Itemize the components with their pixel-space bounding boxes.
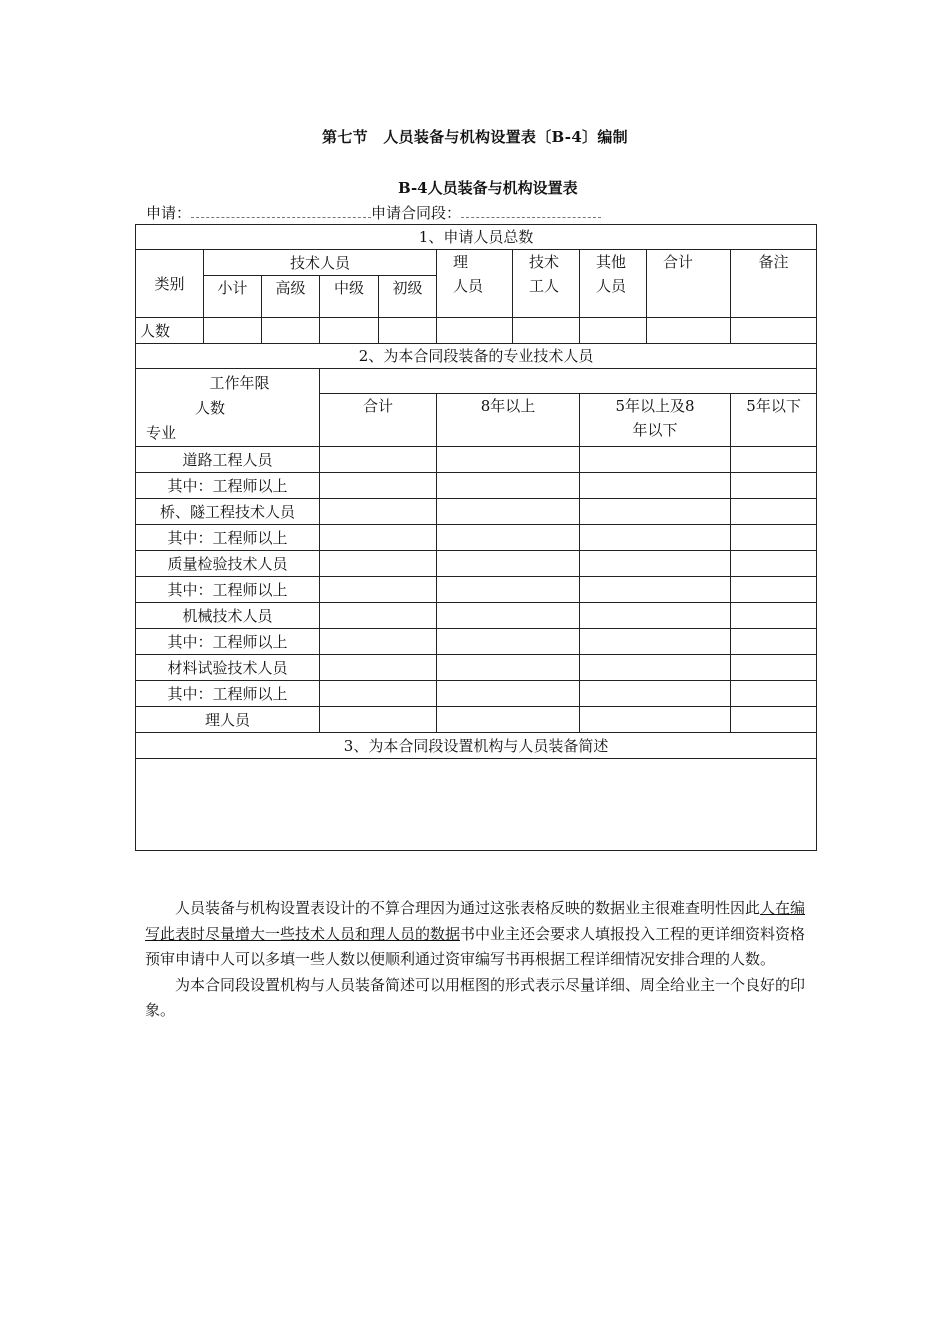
table-row <box>136 499 817 525</box>
row-label: 材料试验技术人员 <box>136 655 320 681</box>
data-cell[interactable] <box>437 603 580 629</box>
count-cell[interactable] <box>647 318 731 344</box>
count-cell[interactable] <box>262 318 320 344</box>
corner-header <box>136 369 320 447</box>
data-cell[interactable] <box>580 655 731 681</box>
table-row <box>136 707 817 733</box>
data-cell[interactable] <box>437 473 580 499</box>
col-total-header: 合计 <box>320 393 437 446</box>
corner-major: 专业 <box>146 424 177 442</box>
years-header-blank <box>320 369 817 394</box>
data-cell[interactable] <box>580 473 731 499</box>
data-cell[interactable] <box>580 499 731 525</box>
data-cell[interactable] <box>731 707 817 733</box>
col-5to8-line2: 年以下 <box>632 420 678 439</box>
other-staff-line1: 其他 <box>596 253 627 271</box>
data-cell[interactable] <box>320 525 437 551</box>
count-cell[interactable] <box>379 318 437 344</box>
table-row <box>136 603 817 629</box>
row-label: 质量检验技术人员 <box>136 551 320 577</box>
apply-contract-label: 申请合同段： <box>371 204 462 222</box>
mgmt-staff-line2: 人员 <box>453 277 484 295</box>
count-label: 人数 <box>136 318 204 344</box>
data-cell[interactable] <box>731 525 817 551</box>
section1-title: 1、申请人员总数 <box>136 225 817 250</box>
count-cell[interactable] <box>320 318 379 344</box>
tech-junior-header: 初级 <box>379 276 437 318</box>
apply-label: 申请： <box>146 204 192 222</box>
tech-subtotal-header: 小计 <box>204 276 262 318</box>
apply-field <box>191 205 371 218</box>
data-cell[interactable] <box>731 551 817 577</box>
data-cell[interactable] <box>731 681 817 707</box>
data-cell[interactable] <box>320 551 437 577</box>
data-cell[interactable] <box>437 525 580 551</box>
table-row <box>136 551 817 577</box>
col-5minus-header: 5年以下 <box>731 393 817 446</box>
tech-staff-header: 技术人员 <box>204 250 437 276</box>
row-label: 道路工程人员 <box>136 447 320 473</box>
col-5to8-line1: 5年以上及8 <box>615 396 695 415</box>
section3-title: 3、为本合同段设置机构与人员装备简述 <box>136 733 817 759</box>
data-cell[interactable] <box>320 655 437 681</box>
paragraph-1 <box>145 896 809 973</box>
category-header: 类别 <box>136 250 204 318</box>
data-cell[interactable] <box>320 577 437 603</box>
data-cell[interactable] <box>437 681 580 707</box>
data-cell[interactable] <box>437 655 580 681</box>
data-cell[interactable] <box>731 577 817 603</box>
count-cell[interactable] <box>437 318 513 344</box>
other-staff-header <box>580 250 647 318</box>
count-cell[interactable] <box>204 318 262 344</box>
count-cell[interactable] <box>580 318 647 344</box>
data-cell[interactable] <box>320 447 437 473</box>
tech-worker-line1: 技术 <box>529 253 560 271</box>
count-cell[interactable] <box>731 318 817 344</box>
table-row <box>136 577 817 603</box>
table-row <box>136 473 817 499</box>
explanation-text <box>145 896 809 1024</box>
tech-senior-header: 高级 <box>262 276 320 318</box>
data-cell[interactable] <box>320 707 437 733</box>
data-cell[interactable] <box>731 603 817 629</box>
corner-people: 人数 <box>195 399 226 417</box>
paragraph-1-part-a: 人员装备与机构设置表设计的不算合理因为通过这张表格反映的数据业主很难查明性因此 <box>175 899 761 917</box>
row-label: 其中：工程师以上 <box>136 577 320 603</box>
data-cell[interactable] <box>580 577 731 603</box>
row-label: 其中：工程师以上 <box>136 525 320 551</box>
other-staff-line2: 人员 <box>596 277 627 295</box>
apply-contract-field <box>461 205 601 218</box>
data-cell[interactable] <box>320 603 437 629</box>
data-cell[interactable] <box>731 629 817 655</box>
data-cell[interactable] <box>731 499 817 525</box>
data-cell[interactable] <box>437 499 580 525</box>
data-cell[interactable] <box>580 551 731 577</box>
data-cell[interactable] <box>437 551 580 577</box>
personnel-table <box>135 224 817 851</box>
data-cell[interactable] <box>320 629 437 655</box>
data-cell[interactable] <box>320 473 437 499</box>
table-row <box>136 525 817 551</box>
data-cell[interactable] <box>580 707 731 733</box>
row-label: 其中：工程师以上 <box>136 629 320 655</box>
data-cell[interactable] <box>437 577 580 603</box>
data-cell[interactable] <box>580 681 731 707</box>
col-8plus-header: 8年以上 <box>437 393 580 446</box>
count-cell[interactable] <box>513 318 580 344</box>
remark-header: 备注 <box>731 250 817 318</box>
data-cell[interactable] <box>437 629 580 655</box>
data-cell[interactable] <box>731 447 817 473</box>
row-label: 机械技术人员 <box>136 603 320 629</box>
paragraph-1-underlined: 人在编写此表时尽量增大一些技术人员和理人员的数据 <box>145 899 806 943</box>
paragraph-2: 为本合同段设置机构与人员装备简述可以用框图的形式表示尽量详细、周全给业主一个良好的印象。 <box>145 975 806 1019</box>
mgmt-staff-header <box>437 250 513 318</box>
form-title: B-4人员装备与机构设置表 <box>398 179 578 197</box>
mgmt-staff-line1: 理 <box>453 253 469 271</box>
tech-worker-header <box>513 250 580 318</box>
tech-middle-header: 中级 <box>320 276 379 318</box>
table-row <box>136 629 817 655</box>
data-cell[interactable] <box>580 629 731 655</box>
table-row <box>136 655 817 681</box>
data-cell[interactable] <box>437 707 580 733</box>
paragraph-1-part-b: 书中业主还会要求人填报投入工程的更详细资料资格预审申请中人可以多填一些人数以便顺利通过资审编写书再根据工程详细情况安排合理的人数。 <box>145 924 806 968</box>
data-cell[interactable] <box>731 655 817 681</box>
table-row <box>136 681 817 707</box>
data-cell[interactable] <box>580 447 731 473</box>
data-cell[interactable] <box>437 447 580 473</box>
section3-description-box[interactable] <box>136 759 817 851</box>
section-heading: 第七节 人员装备与机构设置表〔B-4〕编制 <box>322 128 628 146</box>
data-cell[interactable] <box>320 499 437 525</box>
tech-worker-line2: 工人 <box>529 277 560 295</box>
data-cell[interactable] <box>580 525 731 551</box>
col-5to8-header <box>580 393 731 446</box>
data-cell[interactable] <box>731 473 817 499</box>
row-label: 桥、隧工程技术人员 <box>136 499 320 525</box>
data-cell[interactable] <box>320 681 437 707</box>
section2-title: 2、为本合同段装备的专业技术人员 <box>136 344 817 369</box>
row-label: 其中：工程师以上 <box>136 681 320 707</box>
table-row <box>136 447 817 473</box>
total-header: 合计 <box>647 250 731 318</box>
data-cell[interactable] <box>580 603 731 629</box>
corner-years: 工作年限 <box>209 374 270 392</box>
row-label: 理人员 <box>136 707 320 733</box>
row-label: 其中：工程师以上 <box>136 473 320 499</box>
apply-line <box>146 202 601 223</box>
